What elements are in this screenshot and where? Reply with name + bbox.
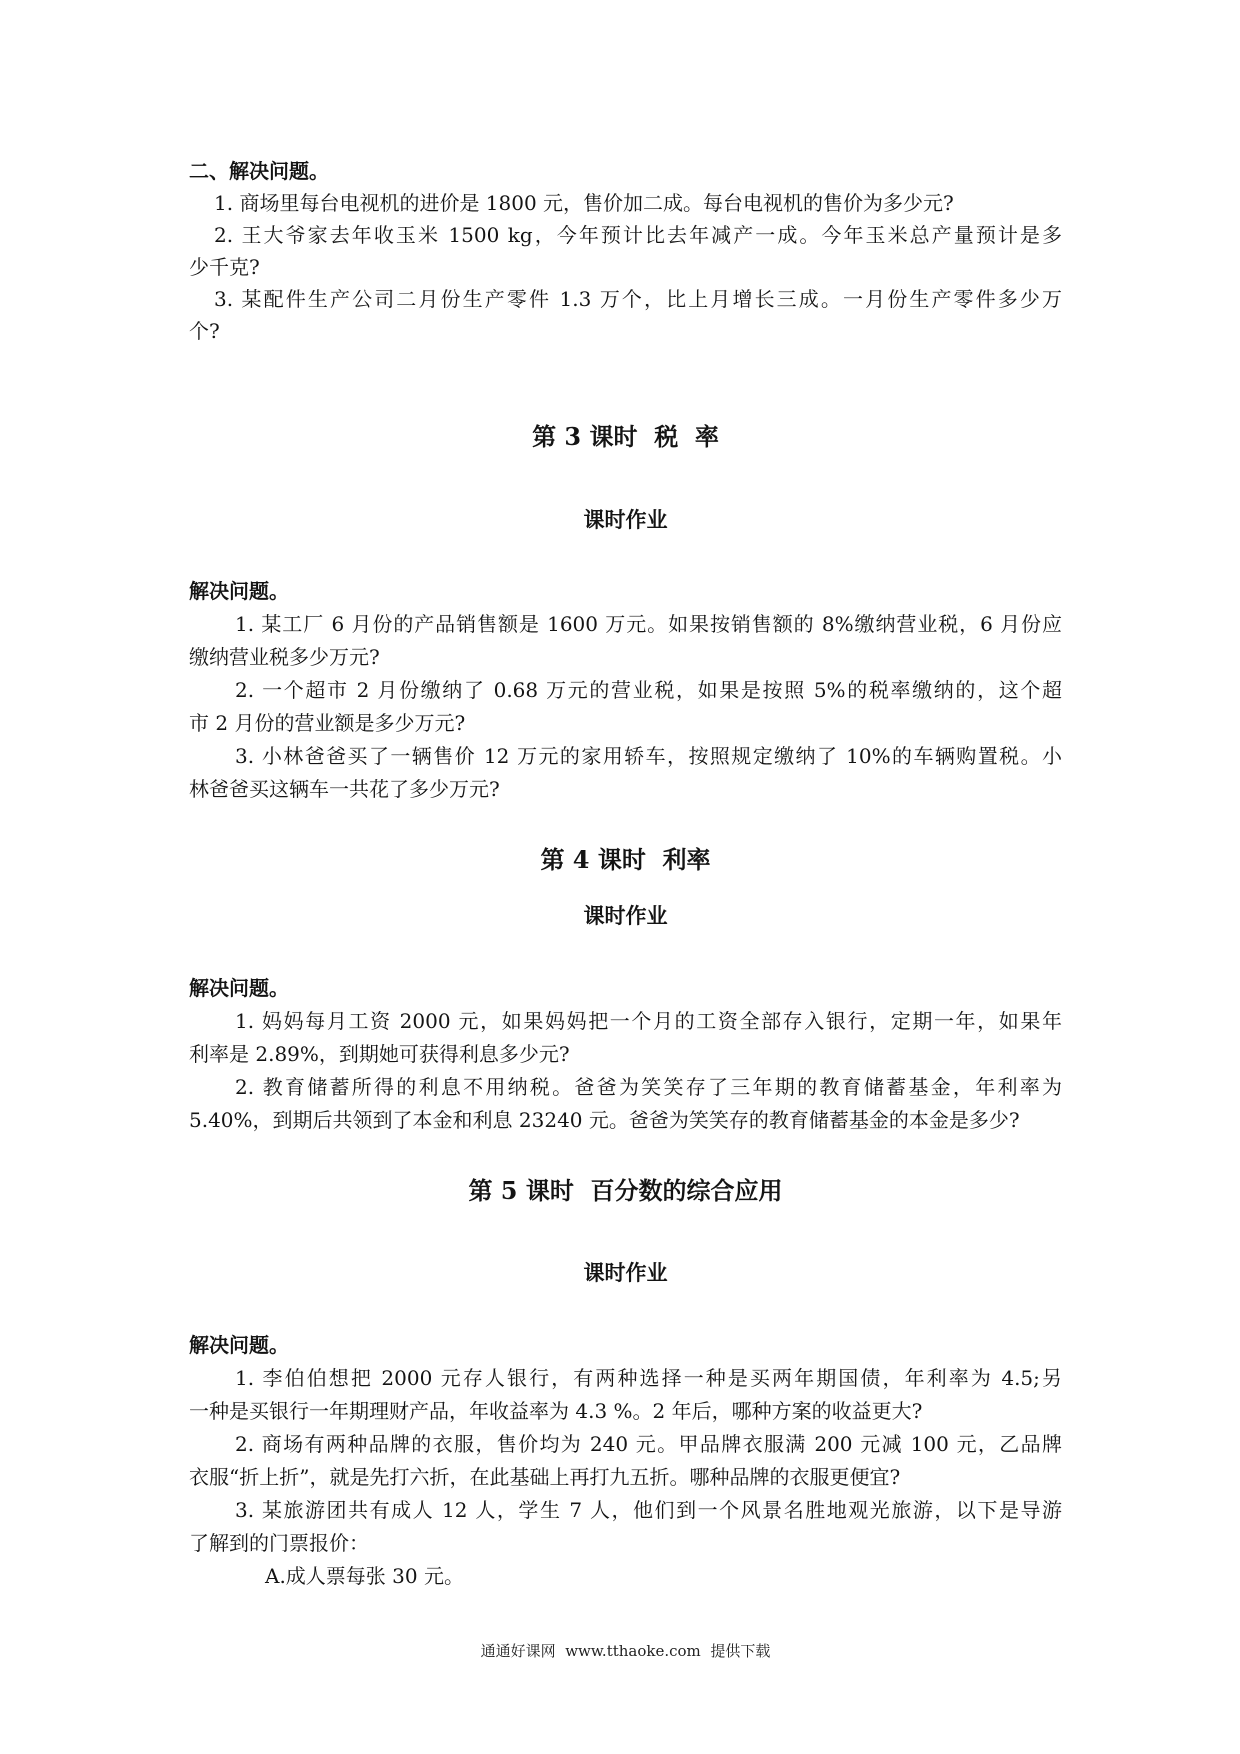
section-heading: 解决问题。 bbox=[189, 1333, 289, 1357]
problem-line: 了解到的门票报价： bbox=[189, 1531, 369, 1555]
problem-line: 林爸爸买这辆车一共花了多少万元? bbox=[189, 777, 500, 801]
lesson-subtitle: 课时作业 bbox=[583, 1260, 668, 1285]
problem-line: 个? bbox=[189, 319, 220, 343]
problem-line: 缴纳营业税多少万元? bbox=[189, 645, 380, 669]
problem-section-2 bbox=[189, 155, 1062, 347]
lesson-3-problems bbox=[189, 575, 1062, 806]
section-heading: 解决问题。 bbox=[189, 976, 289, 1000]
problem-line: 5.40%，到期后共领到了本金和利息 23240 元。爸爸为笑笑存的教育储蓄基金的本金是多少? bbox=[189, 1108, 1020, 1132]
lesson-subtitle: 课时作业 bbox=[583, 903, 668, 928]
section-heading: 二、解决问题。 bbox=[189, 159, 329, 183]
problem-line: 2. 教育储蓄所得的利息不用纳税。爸爸为笑笑存了三年期的教育储蓄基金，年利率为 bbox=[235, 1075, 1062, 1099]
problem-line: 衣服“折上折”，就是先打六折，在此基础上再打九五折。哪种品牌的衣服更便宜? bbox=[189, 1465, 901, 1489]
lesson-title: 第 4 课时 利率 bbox=[540, 845, 711, 874]
lesson-title: 第 5 课时 百分数的综合应用 bbox=[468, 1176, 783, 1205]
problem-line: 2. 一个超市 2 月份缴纳了 0.68 万元的营业税，如果是按照 5%的税率缴纳的，这个超 bbox=[235, 678, 1062, 702]
lesson-title: 第 3 课时 税 率 bbox=[532, 422, 719, 451]
problem-line: 1. 李伯伯想把 2000 元存人银行，有两种选择一种是买两年期国债，年利率为 4.5;另 bbox=[235, 1366, 1062, 1390]
problem-line: 1. 某工厂 6 月份的产品销售额是 1600 万元。如果按销售额的 8%缴纳营业税，6 月份应 bbox=[235, 612, 1062, 636]
lesson-subtitle: 课时作业 bbox=[583, 507, 668, 532]
problem-line: 3. 某旅游团共有成人 12 人，学生 7 人，他们到一个风景名胜地观光旅游，以下是导游 bbox=[235, 1498, 1062, 1522]
problem-line: 1. 商场里每台电视机的进价是 1800 元，售价加二成。每台电视机的售价为多少元? bbox=[214, 191, 954, 215]
lesson-4-problems bbox=[189, 972, 1062, 1137]
problem-option-line: A.成人票每张 30 元。 bbox=[265, 1564, 464, 1588]
lesson-5-problems bbox=[189, 1329, 1062, 1593]
problem-line: 3. 小林爸爸买了一辆售价 12 万元的家用轿车，按照规定缴纳了 10%的车辆购置税。小 bbox=[235, 744, 1062, 768]
problem-line: 2. 商场有两种品牌的衣服，售价均为 240 元。甲品牌衣服满 200 元减 100 元，乙品牌 bbox=[235, 1432, 1062, 1456]
problem-line: 1. 妈妈每月工资 2000 元，如果妈妈把一个月的工资全部存入银行，定期一年，如果年 bbox=[235, 1009, 1062, 1033]
section-heading: 解决问题。 bbox=[189, 579, 289, 603]
problem-line: 利率是 2.89%，到期她可获得利息多少元? bbox=[189, 1042, 570, 1066]
problem-line: 2. 王大爷家去年收玉米 1500 kg，今年预计比去年减产一成。今年玉米总产量预计是多 bbox=[214, 223, 1062, 247]
problem-line: 市 2 月份的营业额是多少万元? bbox=[189, 711, 466, 735]
footer-text: 通通好课网 www.tthaoke.com 提供下载 bbox=[480, 1642, 771, 1660]
problem-line: 一种是买银行一年期理财产品，年收益率为 4.3 %。2 年后，哪种方案的收益更大? bbox=[189, 1399, 923, 1423]
problem-line: 少千克? bbox=[189, 255, 260, 279]
problem-line: 3. 某配件生产公司二月份生产零件 1.3 万个，比上月增长三成。一月份生产零件多少万 bbox=[214, 287, 1062, 311]
